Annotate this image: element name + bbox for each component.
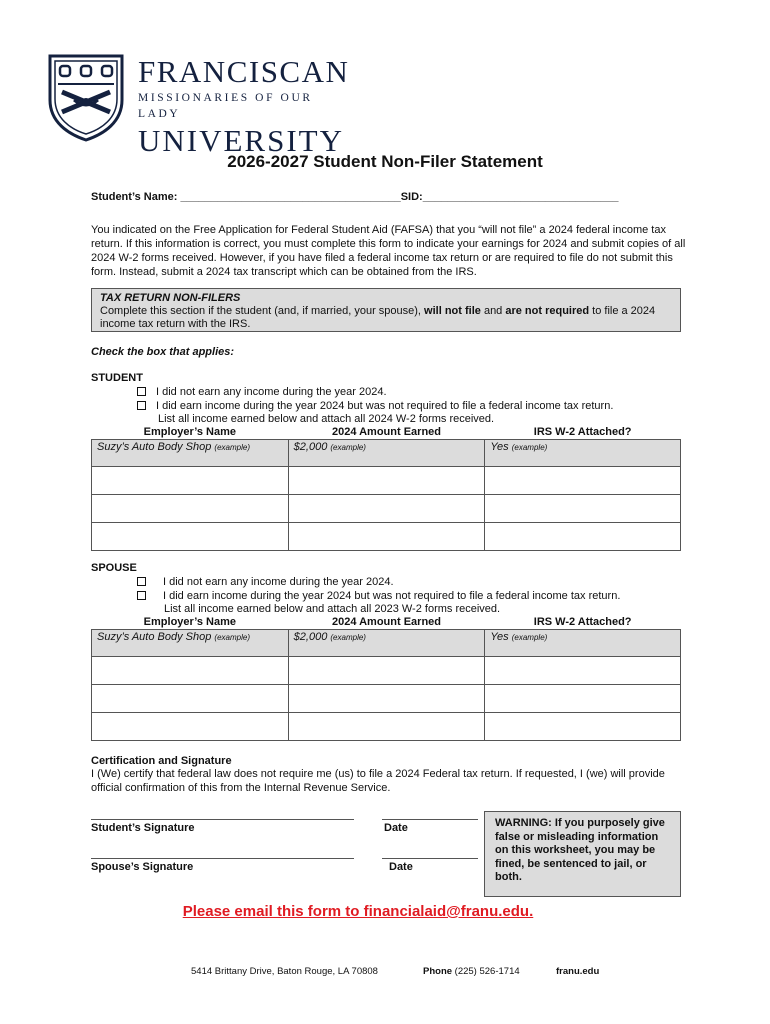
column-header-w2-attached: IRS W-2 Attached? [533, 426, 632, 438]
spouse-section-label: SPOUSE [91, 562, 137, 574]
employer-input-cell[interactable] [92, 495, 289, 523]
checkbox[interactable] [137, 387, 146, 396]
example-attached-cell: Yes (example) [485, 440, 681, 467]
amount-input-cell[interactable] [288, 685, 485, 713]
employer-input-cell[interactable] [92, 713, 289, 741]
employer-input-cell[interactable] [92, 685, 289, 713]
column-header-amount: 2024 Amount Earned [331, 616, 441, 628]
footer-address: 5414 Brittany Drive, Baton Rouge, LA 70808 [191, 966, 378, 977]
spouse-signature-line[interactable] [91, 858, 354, 859]
check-box-instruction: Check the box that applies: [91, 346, 235, 358]
certification-text: I (We) certify that federal law does not require me (us) to file a 2024 Federal tax return. If requested, I (we) will provide official confirmation of this from the Internal Revenue Service. [91, 768, 665, 794]
logo-line-missionaries: MISSIONARIES OF OUR LADY [138, 92, 313, 120]
student-option-earned-income[interactable]: I did earn income during the year 2024 but was not required to file a federal income tax return. [137, 399, 613, 413]
attached-input-cell[interactable] [485, 523, 681, 551]
amount-input-cell[interactable] [288, 523, 485, 551]
amount-input-cell[interactable] [288, 467, 485, 495]
column-header-employer: Employer’s Name [143, 616, 236, 628]
table-row[interactable] [92, 523, 681, 551]
spouse-option-no-income[interactable]: I did not earn any income during the year 2024. [137, 575, 394, 589]
table-row[interactable] [92, 657, 681, 685]
employer-input-cell[interactable] [92, 657, 289, 685]
spouse-income-table [91, 616, 681, 741]
spouse-date-label: Date [389, 861, 413, 873]
employer-input-cell[interactable] [92, 523, 289, 551]
spouse-option-earned-income[interactable]: I did earn income during the year 2024 but was not required to file a federal income tax return. [137, 589, 620, 603]
student-income-table [91, 426, 681, 551]
footer-phone: Phone (225) 526-1714 [423, 966, 520, 977]
student-list-note: List all income earned below and attach all 2024 W-2 forms received. [158, 413, 495, 425]
example-amount-cell: $2,000 (example) [288, 630, 485, 657]
example-employer-cell: Suzy’s Auto Body Shop (example) [92, 440, 289, 467]
amount-input-cell[interactable] [288, 713, 485, 741]
shield-crest-icon [46, 52, 126, 142]
column-header-amount: 2024 Amount Earned [331, 426, 441, 438]
example-amount-cell: $2,000 (example) [288, 440, 485, 467]
non-filers-heading: TAX RETURN NON-FILERS [100, 292, 241, 304]
checkbox[interactable] [137, 401, 146, 410]
checkbox[interactable] [137, 577, 146, 586]
example-attached-cell: Yes (example) [485, 630, 681, 657]
example-row [92, 630, 681, 657]
student-section-label: STUDENT [91, 372, 143, 384]
amount-input-cell[interactable] [288, 657, 485, 685]
intro-paragraph: You indicated on the Free Application for Federal Student Aid (FAFSA) that you “will not file” a 2024 federal income tax return. If this information is correct, you must complete this form to indicate your earnings for 2024 and submit copies of all 2024 W-2 forms received. However, if you have filed a federal income tax return or are required to file do not submit this form. Instead, submit a 2024 tax transcript which can be obtained from the IRS. [91, 224, 686, 278]
attached-input-cell[interactable] [485, 685, 681, 713]
example-row [92, 440, 681, 467]
logo-line-university: UNIVERSITY [138, 123, 344, 158]
employer-input-cell[interactable] [92, 467, 289, 495]
logo-line-franciscan: FRANCISCAN [138, 54, 350, 89]
column-header-employer: Employer’s Name [143, 426, 236, 438]
student-date-line[interactable] [382, 819, 478, 820]
student-name-field[interactable]: ____________________________________ [180, 191, 401, 203]
student-option-no-income[interactable]: I did not earn any income during the year 2024. [137, 385, 387, 399]
table-row[interactable] [92, 685, 681, 713]
sid-label: SID: [400, 191, 423, 203]
attached-input-cell[interactable] [485, 657, 681, 685]
university-logo [46, 52, 350, 158]
student-signature-line[interactable] [91, 819, 354, 820]
column-header-w2-attached: IRS W-2 Attached? [533, 616, 632, 628]
student-name-label: Student’s Name: [91, 191, 181, 203]
example-employer-cell: Suzy’s Auto Body Shop (example) [92, 630, 289, 657]
non-filers-text: Complete this section if the student (and, if married, your spouse), will not file and are not required to file a 2024 income tax return with the IRS. [100, 305, 656, 330]
attached-input-cell[interactable] [485, 495, 681, 523]
spouse-date-line[interactable] [382, 858, 478, 859]
student-date-label: Date [384, 822, 408, 834]
table-row[interactable] [92, 467, 681, 495]
sid-field[interactable]: ________________________________ [422, 191, 619, 203]
form-title: 2026-2027 Student Non-Filer Statement [227, 152, 543, 171]
student-identity-row [91, 191, 618, 203]
certification-heading: Certification and Signature [91, 755, 232, 767]
spouse-signature-label: Spouse’s Signature [91, 861, 194, 873]
amount-input-cell[interactable] [288, 495, 485, 523]
email-notice-link[interactable]: Please email this form to financialaid@franu.edu. [182, 903, 534, 920]
spouse-list-note: List all income earned below and attach all 2023 W-2 forms received. [164, 603, 501, 615]
non-filers-box [91, 288, 681, 332]
checkbox[interactable] [137, 591, 146, 600]
student-signature-label: Student’s Signature [91, 822, 195, 834]
table-row[interactable] [92, 713, 681, 741]
table-row[interactable] [92, 495, 681, 523]
footer-website-link[interactable]: franu.edu [556, 966, 600, 977]
warning-box: WARNING: If you purposely give false or misleading information on this worksheet, you may be fined, be sentenced to jail, or both. [484, 811, 681, 897]
attached-input-cell[interactable] [485, 467, 681, 495]
attached-input-cell[interactable] [485, 713, 681, 741]
